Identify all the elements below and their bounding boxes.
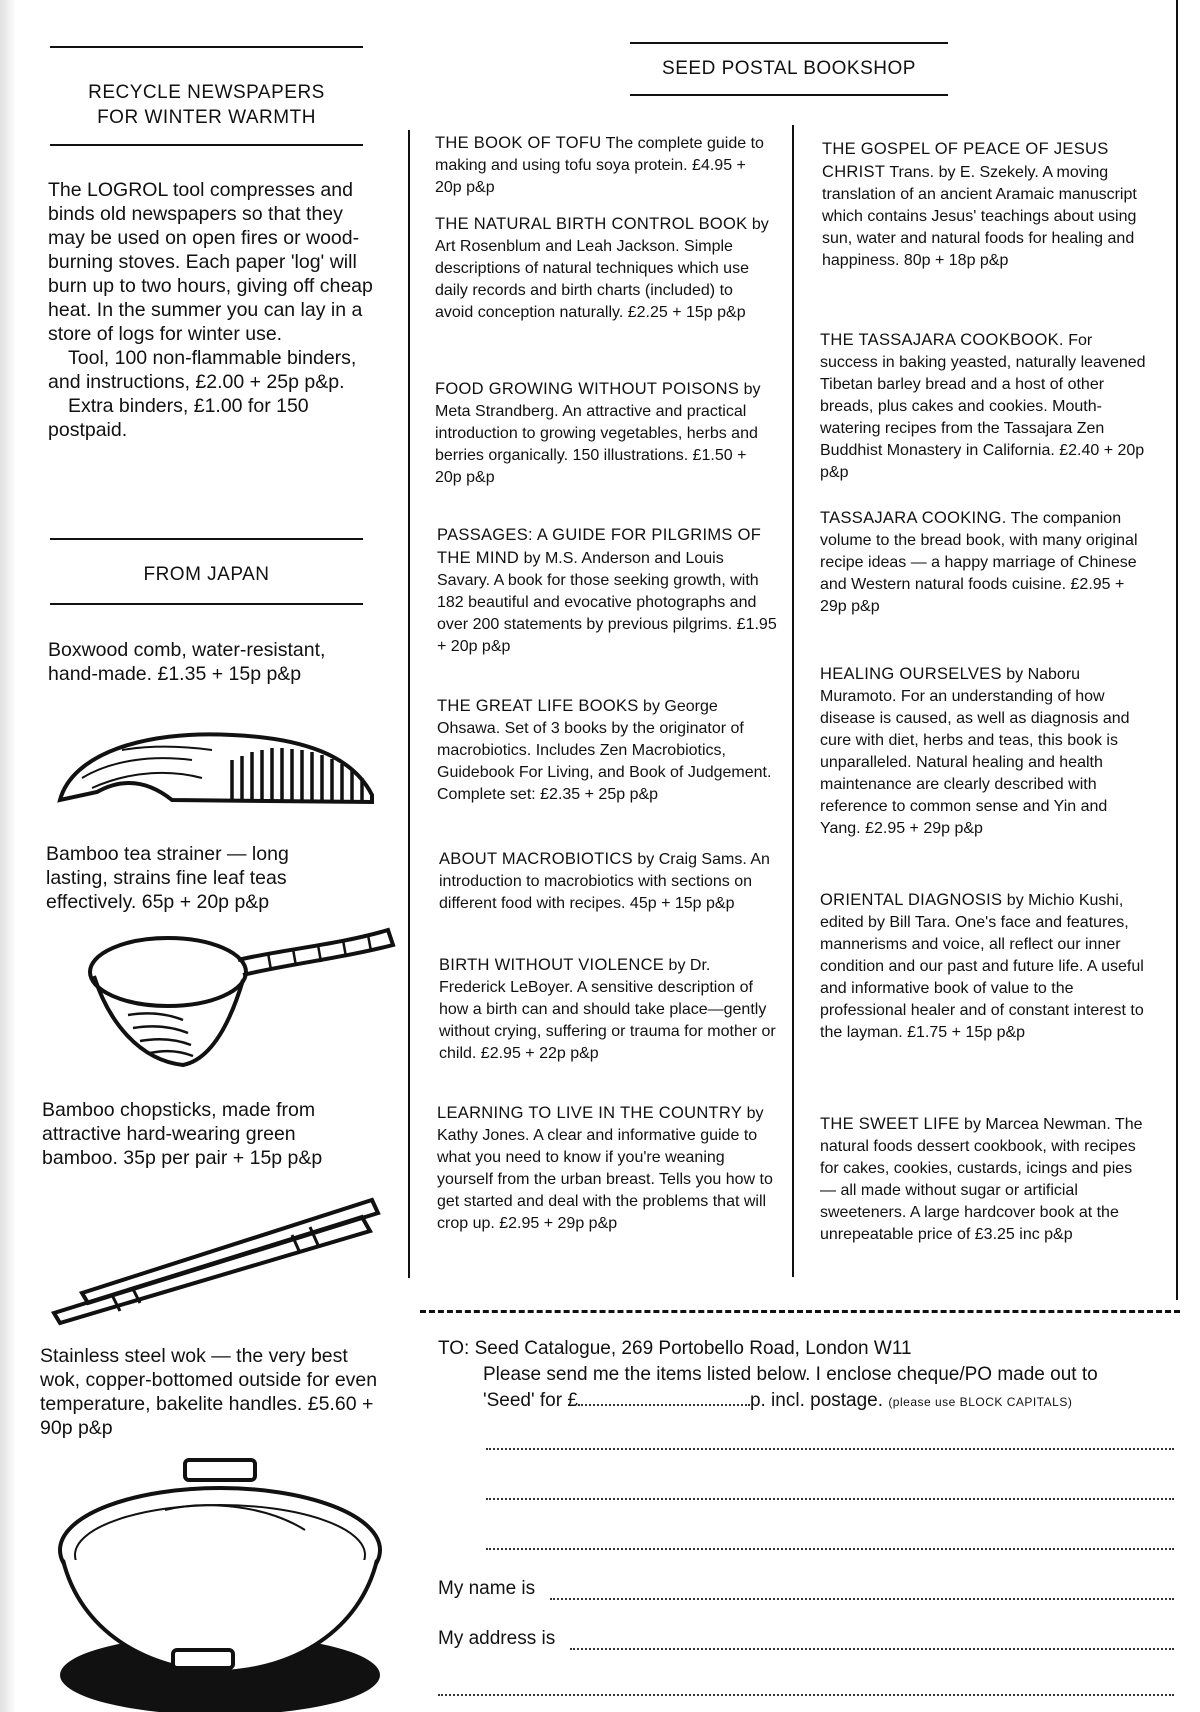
- order-to-line: TO: Seed Catalogue, 269 Portobello Road, London W11: [438, 1338, 912, 1359]
- amount-field[interactable]: [578, 1388, 750, 1406]
- book-entry: [820, 1113, 1150, 1246]
- book-title: THE GREAT LIFE BOOKS: [437, 697, 639, 715]
- recycle-extra: Extra binders, £1.00 for 150 postpaid.: [48, 395, 309, 441]
- chopsticks-description: Bamboo chopsticks, made from attractive hard-wearing green bamboo. 35p per pair + 15p p&p: [42, 1099, 323, 1169]
- book-details: by Craig Sams. An introduction to macrobiotics with sections on different food with recipes. 45p + 15p p&p: [439, 851, 770, 912]
- book-details: by Marcea Newman. The natural foods dessert cookbook, with recipes for cakes, cookies, custards, icings and pies — all made without sugar or artificial sweeteners. A large hardcover book at the unrepeatable price of £3.25 inc p&p: [820, 1116, 1143, 1243]
- block-capitals-note: (please use BLOCK CAPITALS): [888, 1395, 1073, 1409]
- strainer-description: Bamboo tea strainer — long lasting, strains fine leaf teas effectively. 65p + 20p p&p: [46, 843, 289, 913]
- comb-description: Boxwood comb, water-resistant, hand-made. £1.35 + 15p p&p: [48, 639, 326, 685]
- comb-illustration: [52, 700, 382, 830]
- incl-postage-label: p. incl. postage.: [749, 1390, 884, 1411]
- item-line-field[interactable]: [486, 1448, 1174, 1450]
- page-border: [1176, 0, 1178, 1300]
- book-title: HEALING OURSELVES: [820, 665, 1002, 683]
- book-title: THE BOOK OF TOFU: [435, 134, 602, 152]
- book-details: by Meta Strandberg. An attractive and practical introduction to growing vegetables, herbs and berries organically. 150 illustrations. £1.50 + 20p p&p: [435, 381, 761, 486]
- recycle-price: Tool, 100 non-flammable binders, and instructions, £2.00 + 25p p&p.: [48, 347, 357, 393]
- bookshop-heading: SEED POSTAL BOOKSHOP: [662, 58, 916, 79]
- divider: [630, 94, 948, 96]
- book-title: ORIENTAL DIAGNOSIS: [820, 891, 1003, 909]
- cut-line: [420, 1310, 1180, 1313]
- recycle-description: [48, 178, 373, 442]
- book-entry: [437, 524, 777, 658]
- order-instructions: Please send me the items listed below. I enclose cheque/PO made out to: [483, 1364, 1098, 1385]
- book-entry: [820, 889, 1150, 1044]
- book-entry: [435, 132, 775, 199]
- book-title: BIRTH WITHOUT VIOLENCE: [439, 956, 665, 974]
- book-title: THE SWEET LIFE: [820, 1115, 960, 1133]
- book-entry: [439, 848, 779, 915]
- column-divider: [408, 130, 410, 1278]
- recycle-paragraph: The LOGROL tool compresses and binds old newspapers so that they may be used on open fires or wood-burning stoves. Each paper 'log' will burn up to two hours, giving off cheap heat. In the summer you can lay in a store of logs for winter use.: [48, 179, 373, 345]
- item-line-field[interactable]: [486, 1548, 1174, 1550]
- divider: [50, 603, 363, 605]
- name-label: My name is: [438, 1578, 536, 1599]
- book-entry: [435, 213, 775, 324]
- address-field[interactable]: [570, 1648, 1174, 1650]
- book-title: THE NATURAL BIRTH CONTROL BOOK: [435, 215, 748, 233]
- address-field[interactable]: [438, 1694, 1174, 1696]
- book-entry: [437, 1102, 777, 1235]
- book-title: FOOD GROWING WITHOUT POISONS: [435, 380, 740, 398]
- book-details: by Michio Kushi, edited by Bill Tara. One's face and features, mannerisms and voice, all reflect our inner condition and our past and future life. A useful and informative book of value to the professional healer and of constant interest to the layman. £1.75 + 15p p&p: [820, 892, 1144, 1041]
- book-details: by Naboru Muramoto. For an understanding of how disease is caused, as well as diagnosis and cure with diet, herbs and teas, this book is unparalleled. Natural healing and health maintenance are clearly described with reference to common sense and Yin and Yang. £2.95 + 29p p&p: [820, 666, 1130, 837]
- book-title: THE GOSPEL OF PEACE OF JESUS CHRIST: [822, 140, 1109, 181]
- book-details: by Art Rosenblum and Leah Jackson. Simple descriptions of natural techniques which use daily records and birth charts (included) to avoid conception naturally. £2.25 + 15p p&p: [435, 216, 769, 321]
- divider: [50, 46, 363, 48]
- order-amount-line: [483, 1388, 1183, 1415]
- book-details: by M.S. Anderson and Louis Savary. A book for those seeking growth, with 182 beautiful and evocative photographs and over 200 statements by previous pilgrims. £1.95 + 20p p&p: [437, 550, 777, 655]
- address-label: My address is: [438, 1628, 556, 1649]
- japan-heading: FROM JAPAN: [143, 564, 270, 585]
- book-entry: [435, 378, 775, 489]
- book-details: The companion volume to the bread book, with many original recipe ideas — a happy marriage of Chinese and Western natural foods cuisine. £2.95 + 29p p&p: [820, 510, 1138, 615]
- book-entry: [437, 695, 777, 806]
- book-title: PASSAGES: A GUIDE FOR PILGRIMS OF THE MIND: [437, 526, 762, 567]
- book-details: For success in baking yeasted, naturally leavened Tibetan barley bread and a host of other breads, plus cakes and cookies. Mouth-watering recipes from the Tassajara Zen Buddhist Monastery in California. £2.40 + 20p p&p: [820, 332, 1146, 481]
- book-title: THE TASSAJARA COOKBOOK.: [820, 331, 1064, 349]
- name-field[interactable]: [550, 1598, 1174, 1600]
- divider: [630, 42, 948, 44]
- book-details: by Dr. Frederick LeBoyer. A sensitive description of how a birth can and should take place—gently without crying, suffering or trauma for mother or child. £2.95 + 22p p&p: [439, 957, 776, 1062]
- book-details: by Kathy Jones. A clear and informative guide to what you need to know if you're weaning yourself from the urban breast. Tells you how to get started and deal with the problems that will crop up. £2.95 + 29p p&p: [437, 1105, 773, 1232]
- book-details: Trans. by E. Szekely. A moving translation of an ancient Aramaic manuscript which contains Jesus' teachings about using sun, water and natural foods for healing and happiness. 80p + 18p p&p: [822, 164, 1137, 269]
- book-entry: [439, 954, 779, 1065]
- book-entry: [820, 507, 1150, 618]
- book-entry: [820, 329, 1150, 484]
- seed-for-label: 'Seed' for £: [483, 1390, 578, 1411]
- book-details: by George Ohsawa. Set of 3 books by the originator of macrobiotics. Includes Zen Macrobiotics, Guidebook For Living, and Book of Judgement. Complete set: £2.35 + 25p p&p: [437, 698, 772, 803]
- tea-strainer-illustration: [88, 920, 408, 1080]
- book-title: TASSAJARA COOKING.: [820, 509, 1007, 527]
- book-entry: [822, 138, 1147, 272]
- recycle-heading: RECYCLE NEWSPAPERS FOR WINTER WARMTH: [88, 82, 325, 128]
- wok-description: Stainless steel wok — the very best wok, copper-bottomed outside for even temperature, bakelite handles. £5.60 + 90p p&p: [40, 1345, 378, 1439]
- book-entry: [820, 663, 1150, 840]
- book-details: The complete guide to making and using tofu soya protein. £4.95 + 20p p&p: [435, 135, 764, 196]
- book-title: LEARNING TO LIVE IN THE COUNTRY: [437, 1104, 743, 1122]
- item-line-field[interactable]: [486, 1498, 1174, 1500]
- chopsticks-illustration: [52, 1195, 382, 1330]
- page-edge: [0, 0, 14, 1712]
- book-title: ABOUT MACROBIOTICS: [439, 850, 633, 868]
- wok-illustration: [55, 1450, 385, 1712]
- divider: [50, 538, 363, 540]
- divider: [50, 144, 363, 146]
- column-divider: [792, 125, 794, 1277]
